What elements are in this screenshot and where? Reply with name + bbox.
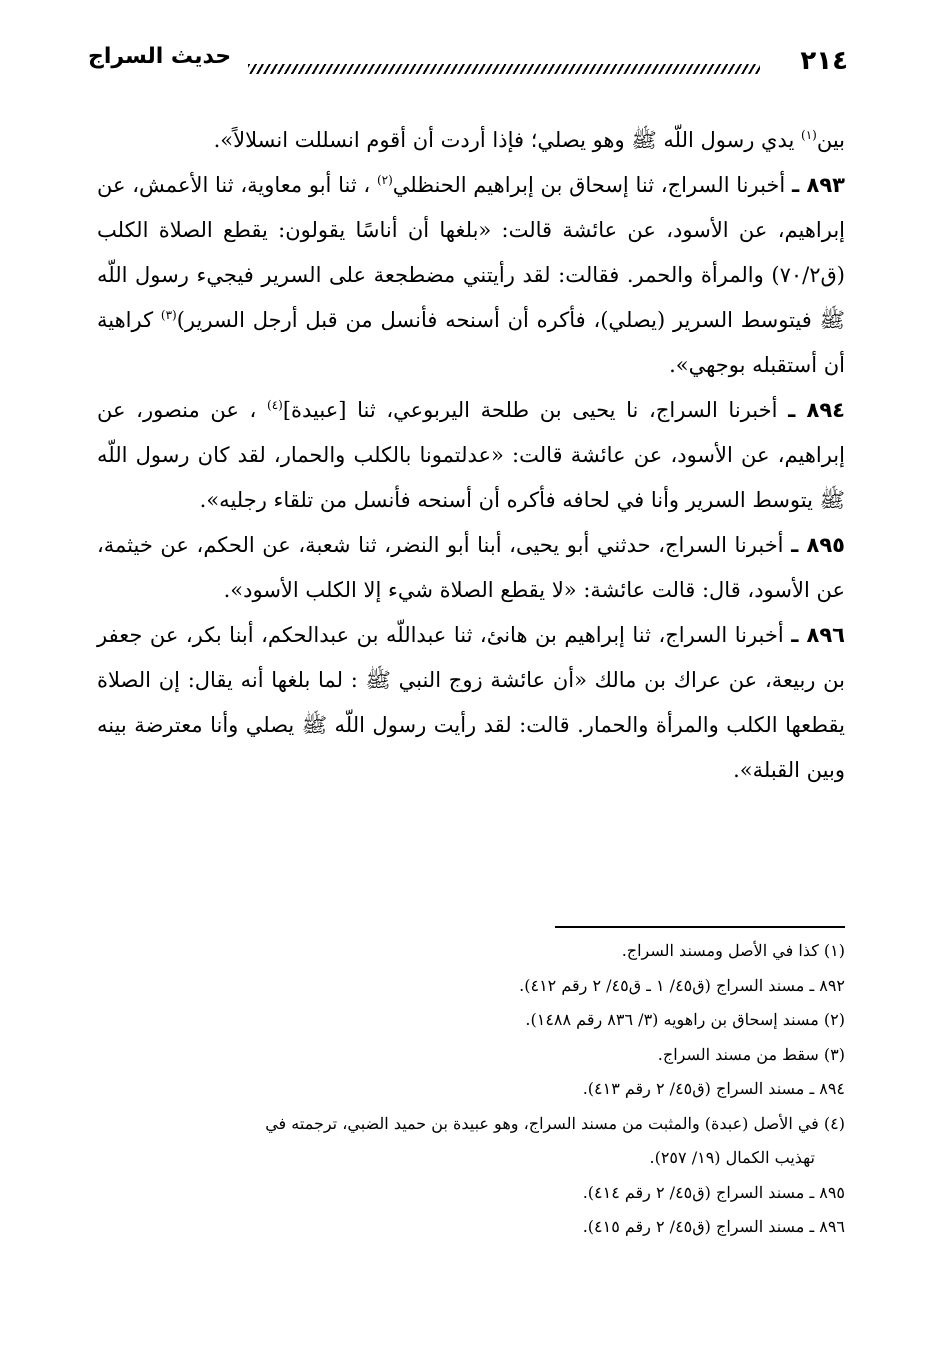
- hadith-893: ٨٩٣ ـ أخبرنا السراج، ثنا إسحاق بن إبراهيم الحنظلي$^{(٢)}$ ، ثنا أبو معاوية، ثنا الأعمش، عن إبراهيم، عن الأسود، عن عائشة قالت: «بلغها أن أناسًا يقولون: يقطع الصلاة الكلب (ق٧٠/٢) والمرأة والحمر. فقالت: لقد رأيتني مضطجعة على السرير فيجيء رسول اللّه ﷺ فيتوسط السرير (يصلي)، فأكره أن أسنحه فأنسل من قبل أرجل السرير)$^{(٣)}$ كراهية أن أستقبله بوجهي».: [97, 173, 845, 377]
- footnote: ٨٩٤ ـ مسند السراج (ق٤٥/ ٢ رقم ٤١٣).: [582, 1079, 845, 1098]
- footnote-ref: (٣): [160, 308, 177, 322]
- footnote: ٨٩٥ ـ مسند السراج (ق٤٥/ ٢ رقم ٤١٤).: [582, 1182, 845, 1202]
- paragraph-continuation: بين$^{(١)}$ يدي رسول اللّه ﷺ وهو يصلي؛ فإذا أردت أن أقوم انسللت انسلالاً».: [213, 128, 845, 152]
- footnote: (٢) مسند إسحاق بن راهويه (٣/ ٨٣٦ رقم ١٤٨٨).: [525, 1010, 845, 1029]
- footnote: (٣) سقط من مسند السراج.: [657, 1044, 845, 1064]
- hadith-number: ٨٩٤ ـ: [788, 398, 845, 422]
- footnote: (١) كذا في الأصل ومسند السراج.: [621, 941, 845, 960]
- footnote: ٨٩٦ ـ مسند السراج (ق٤٥/ ٢ رقم ٤١٥).: [582, 1217, 845, 1236]
- page-header: [88, 42, 848, 86]
- header-rule: [248, 64, 760, 74]
- footnote-ref: (٢): [376, 173, 393, 187]
- hadith-number: ٨٩٥ ـ: [791, 533, 845, 557]
- hadith-896: ٨٩٦ ـ أخبرنا السراج، ثنا إبراهيم بن هانئ، ثنا عبداللّه بن عبدالحكم، أبنا بكر، عن جعفر بن ربيعة، عن عراك بن مالك «أن عائشة زوج النبي ﷺ : لما بلغها أنه يقال: إن الصلاة يقطعها الكلب والمرأة والحمار. قالت: لقد رأيت رسول اللّه ﷺ يصلي وأنا معترضة بينه وبين القبلة».: [97, 623, 845, 782]
- footnote: ٨٩٢ ـ مسند السراج (ق٤٥/ ١ ـ ق٤٥/ ٢ رقم ٤١٢).: [519, 975, 845, 995]
- hadith-number: ٨٩٣ ـ: [791, 173, 845, 197]
- footnote-ref: (٤): [267, 398, 283, 412]
- hadith-number: ٨٩٦ ـ: [791, 623, 845, 647]
- footnote: (٤) في الأصل (عبدة) والمثبت من مسند السراج، وهو عبيدة بن حميد الضبي، ترجمته في: [265, 1113, 845, 1133]
- footnotes-divider: [555, 926, 845, 928]
- hadith-894: ٨٩٤ ـ أخبرنا السراج، نا يحيى بن طلحة اليربوعي، ثنا [عبيدة]$^{(٤)}$ ، عن منصور، عن إبراهيم، عن الأسود، عن عائشة قالت: «عدلتمونا بالكلب والحمار، لقد كان رسول اللّه ﷺ يتوسط السرير وأنا في لحافه فأكره أن أسنحه فأنسل من تلقاء رجليه».: [97, 398, 845, 512]
- hadith-895: ٨٩٥ ـ أخبرنا السراج، حدثني أبو يحيى، أبنا أبو النضر، ثنا شعبة، عن الحكم، عن خيثمة، عن الأسود، قال: قالت عائشة: «لا يقطع الصلاة شيء إلا الكلب الأسود».: [97, 533, 845, 602]
- page-number: ٢١٤: [800, 46, 848, 76]
- main-text: [97, 118, 845, 793]
- footnote-ref: (١): [801, 128, 817, 142]
- running-title: حديث السراج: [88, 44, 232, 69]
- footnotes: [97, 934, 845, 1245]
- footnote-continuation: تهذيب الكمال (١٩/ ٢٥٧).: [649, 1148, 815, 1167]
